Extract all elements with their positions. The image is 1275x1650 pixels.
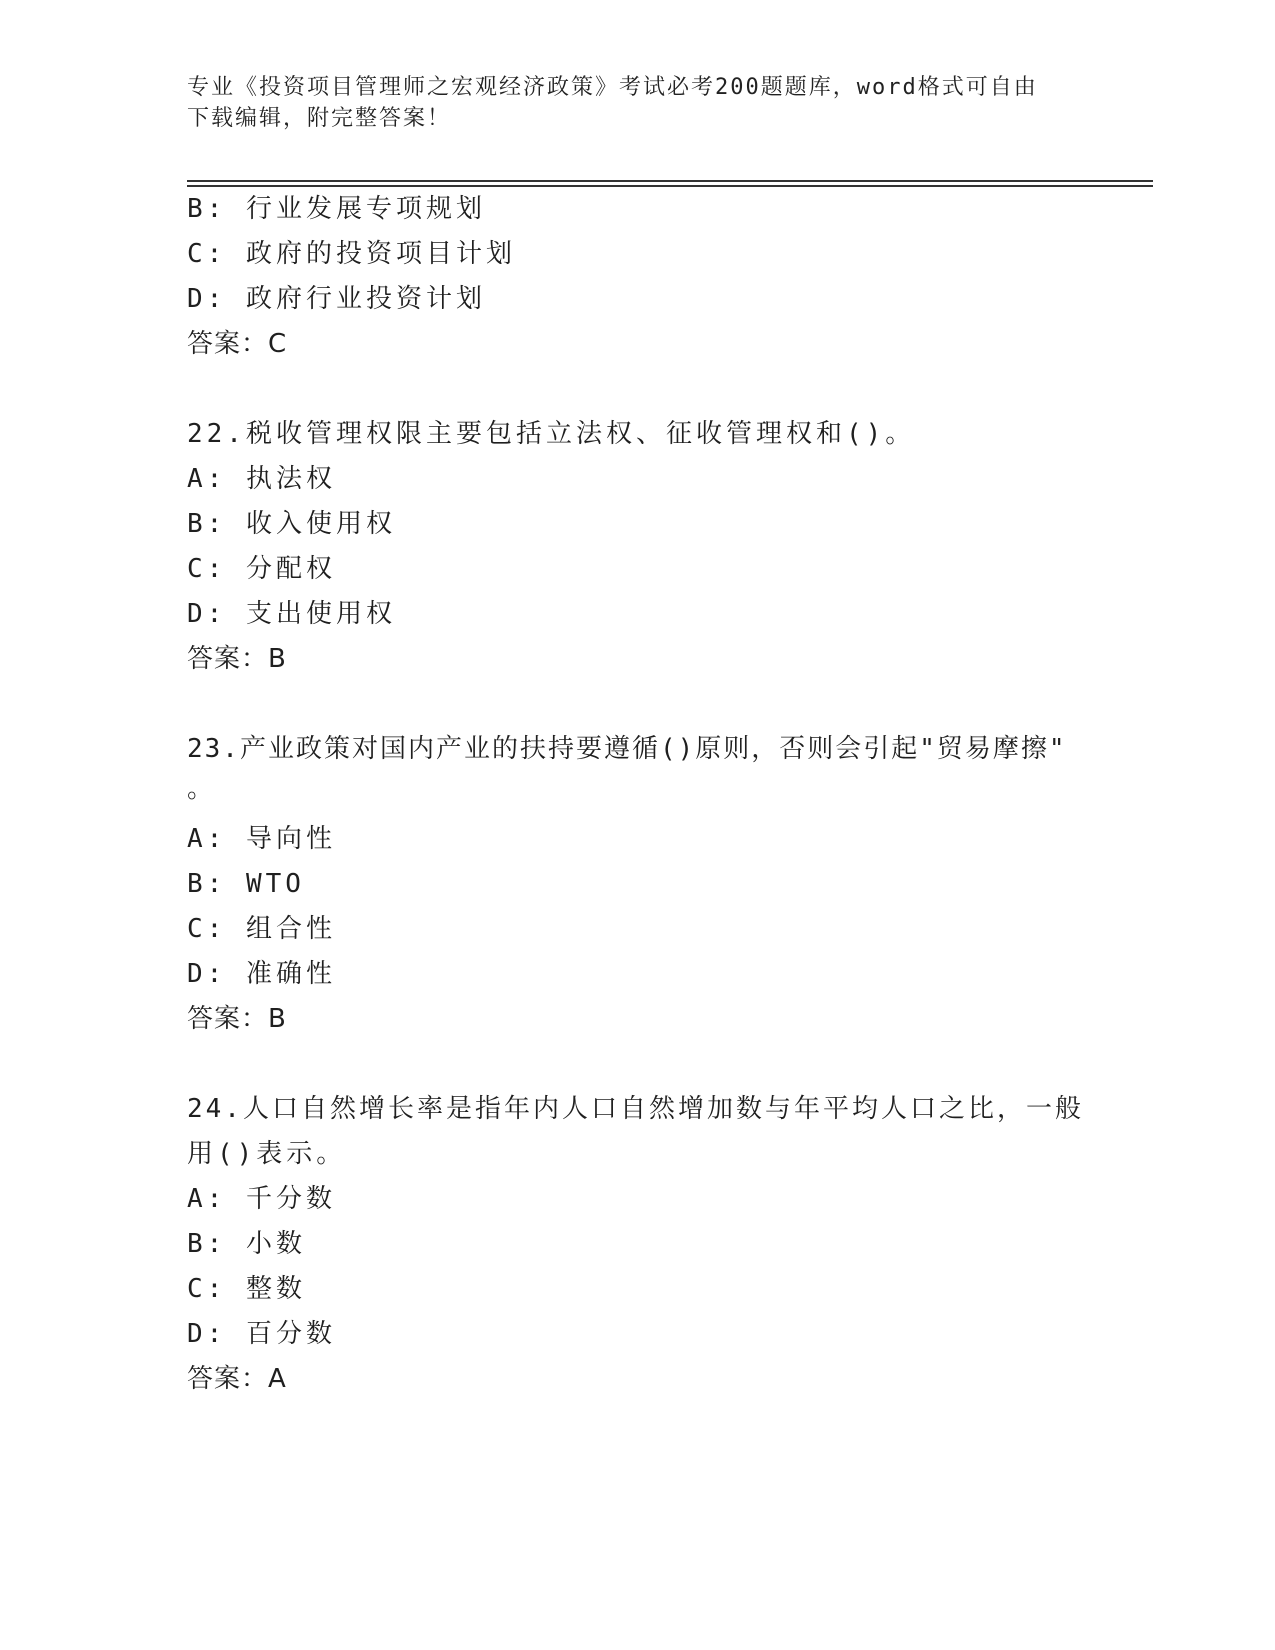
header-divider-top — [187, 180, 1153, 182]
q22-option-b: B: 收入使用权 — [187, 509, 396, 539]
q24-option-d: D: 百分数 — [187, 1319, 336, 1349]
header-line-2: 下载编辑，附完整答案！ — [187, 106, 452, 131]
q23-option-c: C: 组合性 — [187, 914, 336, 944]
q24-answer: 答案：A — [187, 1364, 287, 1394]
q22-option-c: C: 分配权 — [187, 554, 336, 584]
q22-answer: 答案：B — [187, 644, 287, 674]
q22-stem: 22.税收管理权限主要包括立法权、征收管理权和()。 — [187, 419, 916, 449]
header-divider-bottom — [187, 185, 1153, 187]
q22-option-d: D: 支出使用权 — [187, 599, 396, 629]
q23-option-b: B: WTO — [187, 869, 305, 899]
q23-stem-line-2: 。 — [187, 774, 218, 804]
q21-answer: 答案：C — [187, 329, 288, 359]
q23-answer: 答案：B — [187, 1004, 287, 1034]
document-header — [187, 72, 1067, 134]
q24-stem-line-2: 用()表示。 — [187, 1139, 347, 1169]
q21-option-d: D: 政府行业投资计划 — [187, 284, 486, 314]
q23-stem-line-1: 23.产业政策对国内产业的扶持要遵循()原则，否则会引起"贸易摩擦" — [187, 734, 1067, 764]
q23-option-d: D: 准确性 — [187, 959, 336, 989]
header-line-1: 专业《投资项目管理师之宏观经济政策》考试必考200题题库，word格式可自由 — [187, 75, 1038, 100]
q24-option-c: C: 整数 — [187, 1274, 306, 1304]
q21-option-b: B: 行业发展专项规划 — [187, 194, 486, 224]
q24-option-b: B: 小数 — [187, 1229, 306, 1259]
q23-option-a: A: 导向性 — [187, 824, 336, 854]
q24-stem-line-1: 24.人口自然增长率是指年内人口自然增加数与年平均人口之比，一般 — [187, 1094, 1084, 1124]
q24-option-a: A: 千分数 — [187, 1184, 336, 1214]
q21-option-c: C: 政府的投资项目计划 — [187, 239, 516, 269]
q22-option-a: A: 执法权 — [187, 464, 336, 494]
